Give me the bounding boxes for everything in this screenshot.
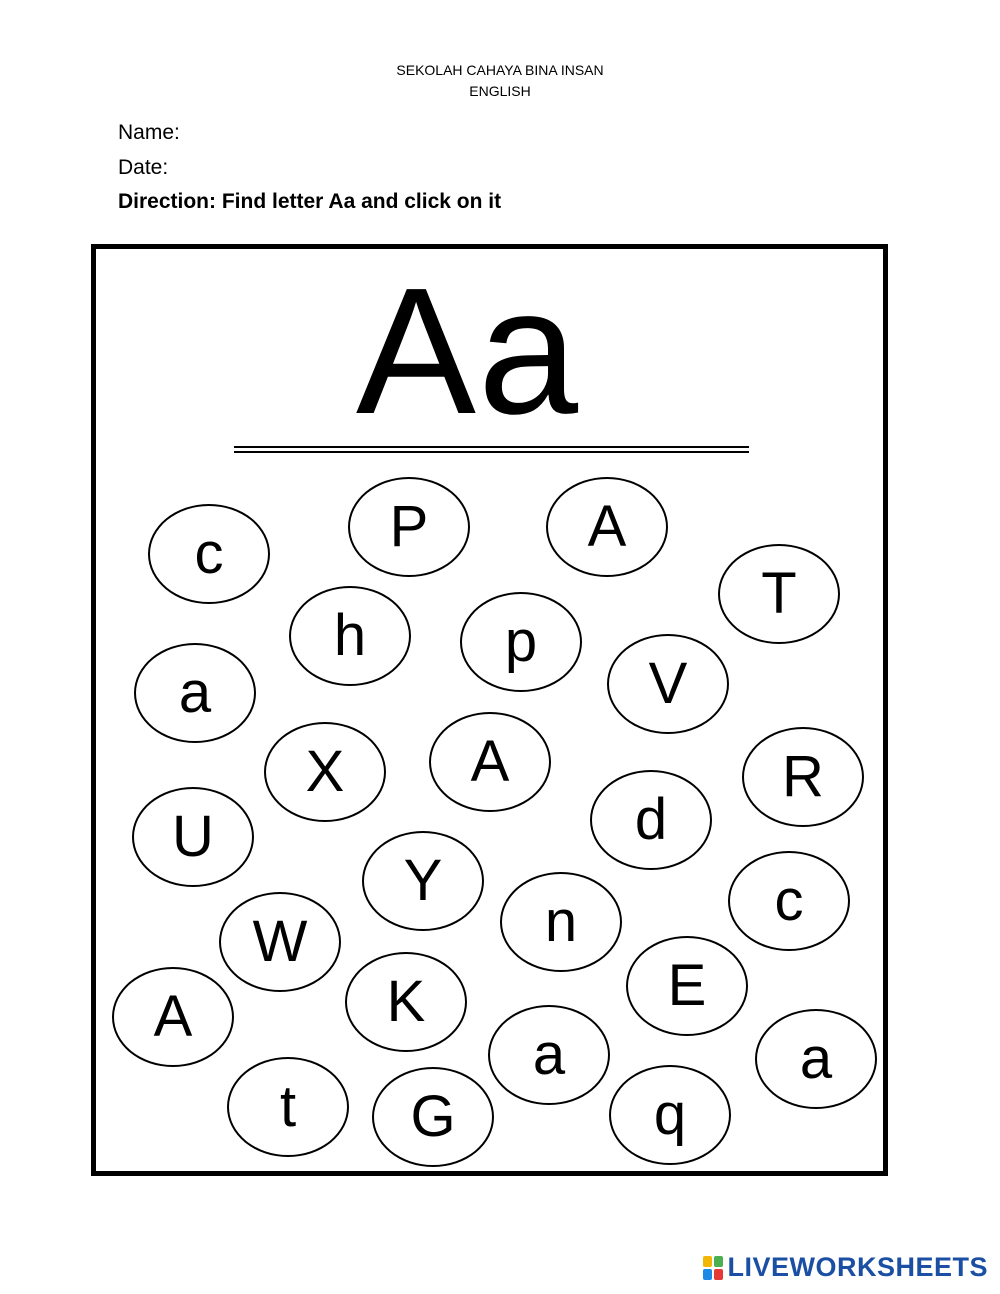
letter-bubble[interactable]: Y	[362, 831, 484, 931]
divider-line	[234, 446, 749, 453]
letter-bubble[interactable]: a	[134, 643, 256, 743]
letter-bubble[interactable]: p	[460, 592, 582, 692]
letter-bubble[interactable]: R	[742, 727, 864, 827]
target-letters: Aa	[355, 251, 581, 452]
letter-bubble[interactable]: d	[590, 770, 712, 870]
brand-name: LIVEWORKSHEETS	[727, 1252, 988, 1282]
letter-bubble[interactable]: V	[607, 634, 729, 734]
activity-board	[91, 244, 888, 1176]
liveworksheets-logo	[703, 1252, 988, 1283]
letter-bubble[interactable]: E	[626, 936, 748, 1036]
school-name: SEKOLAH CAHAYA BINA INSAN	[396, 62, 604, 78]
letter-bubble[interactable]: q	[609, 1065, 731, 1165]
letter-bubble[interactable]: t	[227, 1057, 349, 1157]
letter-bubble[interactable]: n	[500, 872, 622, 972]
letter-bubble[interactable]: h	[289, 586, 411, 686]
letter-bubble[interactable]: U	[132, 787, 254, 887]
direction-text: Direction: Find letter Aa and click on it	[118, 190, 502, 213]
worksheet-header	[0, 60, 1000, 102]
letter-bubble[interactable]: a	[755, 1009, 877, 1109]
letter-bubble[interactable]: A	[546, 477, 668, 577]
letter-bubble[interactable]: A	[112, 967, 234, 1067]
letter-bubble[interactable]: A	[429, 712, 551, 812]
letter-bubble[interactable]: c	[148, 504, 270, 604]
letter-bubble[interactable]: G	[372, 1067, 494, 1167]
subject-name: ENGLISH	[469, 83, 531, 99]
liveworksheets-icon	[703, 1256, 723, 1280]
date-label: Date:	[118, 156, 169, 179]
letter-bubble[interactable]: a	[488, 1005, 610, 1105]
letter-bubble[interactable]: P	[348, 477, 470, 577]
letter-bubble[interactable]: c	[728, 851, 850, 951]
letter-bubble[interactable]: X	[264, 722, 386, 822]
letter-bubble[interactable]: T	[718, 544, 840, 644]
letter-bubble[interactable]: K	[345, 952, 467, 1052]
name-label: Name:	[118, 121, 180, 144]
letter-bubble[interactable]: W	[219, 892, 341, 992]
